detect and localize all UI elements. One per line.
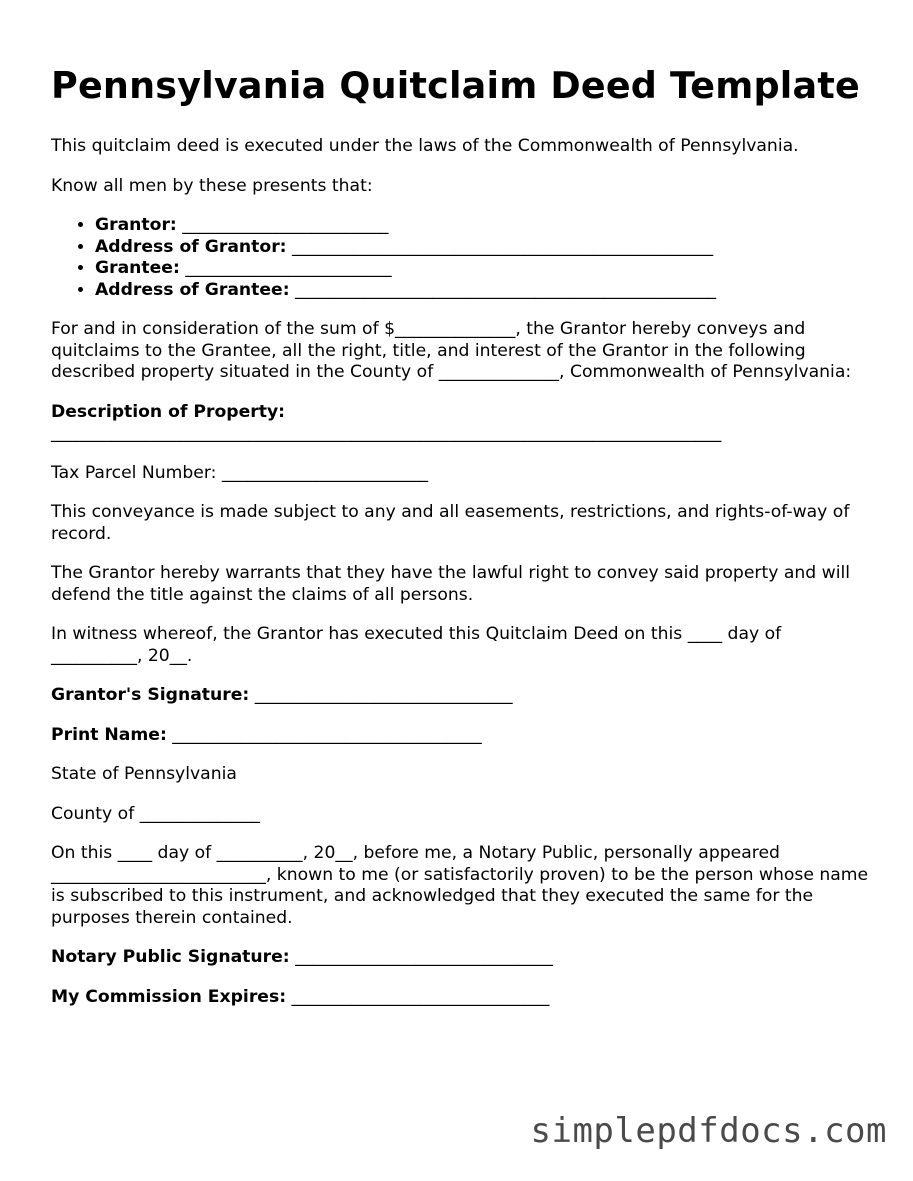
- tax-parcel-paragraph: Tax Parcel Number: ________________________: [51, 462, 429, 483]
- notary-signature-label: Notary Public Signature:: [51, 947, 290, 967]
- notary-signature-blank: ______________________________: [289, 947, 553, 967]
- grantee-address-label: Address of Grantee:: [95, 279, 290, 300]
- intro-paragraph: This quitclaim deed is executed under the laws of the Commonwealth of Pennsylvania.: [51, 136, 799, 156]
- deed-document: [51, 62, 871, 1026]
- grantor-blank: ________________________: [176, 215, 389, 235]
- grantor-address-label: Address of Grantor:: [95, 236, 287, 257]
- list-item-grantee-address: [95, 280, 871, 302]
- list-item-grantor-address: [95, 237, 871, 259]
- grantee-blank: ________________________: [179, 258, 392, 278]
- grantor-signature-blank: ______________________________: [249, 685, 513, 705]
- print-name-label: Print Name:: [51, 724, 167, 745]
- grantee-label: Grantee:: [95, 258, 180, 278]
- grantee-address-blank: _________________________________________________: [289, 279, 717, 300]
- commission-label: My Commission Expires:: [51, 986, 287, 1007]
- grantor-address-blank: _________________________________________________: [286, 236, 714, 257]
- print-name-line: [51, 725, 871, 747]
- witness-paragraph: In witness whereof, the Grantor has executed this Quitclaim Deed on this ____ day of __________, 20__.: [51, 624, 782, 666]
- watermark: simplepdfdocs.com: [530, 1111, 887, 1151]
- list-item-grantor: [95, 215, 871, 237]
- notary-paragraph: On this ____ day of __________, 20__, before me, a Notary Public, personally appeared _________________________, known to me (or satisfactorily proven) to be the person whose name is subscribed to this instrument, and acknowledged that they executed the same for the purposes therein contained.: [51, 843, 869, 928]
- state-line: State of Pennsylvania: [51, 764, 237, 784]
- notary-signature-line: [51, 947, 871, 969]
- list-item-grantee: [95, 258, 871, 280]
- print-name-blank: ____________________________________: [166, 724, 482, 745]
- page-title: Pennsylvania Quitclaim Deed Template: [51, 64, 860, 107]
- description-blank: ______________________________________________________________________________: [51, 423, 722, 443]
- description-label: Description of Property:: [51, 401, 286, 422]
- commission-line: [51, 987, 871, 1009]
- warranty-paragraph: The Grantor hereby warrants that they have the lawful right to convey said property and will defend the title against the claims of all persons.: [51, 563, 851, 605]
- county-line: County of ______________: [51, 803, 261, 824]
- commission-blank: ______________________________: [286, 986, 550, 1007]
- grantor-signature-line: [51, 685, 871, 707]
- consideration-paragraph: For and in consideration of the sum of $______________, the Grantor hereby conveys and quitclaims to the Grantee, all the right, title, and interest of the Grantor in the following described property situated in the County of ______________, Commonwealth of Pennsylvania:: [51, 319, 852, 382]
- grantor-signature-label: Grantor's Signature:: [51, 685, 250, 705]
- grantor-label: Grantor:: [95, 215, 177, 235]
- know-all-paragraph: Know all men by these presents that:: [51, 175, 373, 196]
- parties-list: [51, 215, 871, 301]
- subject-to-paragraph: This conveyance is made subject to any and all easements, restrictions, and rights-of-way of record.: [51, 502, 850, 544]
- description-section: [51, 402, 871, 445]
